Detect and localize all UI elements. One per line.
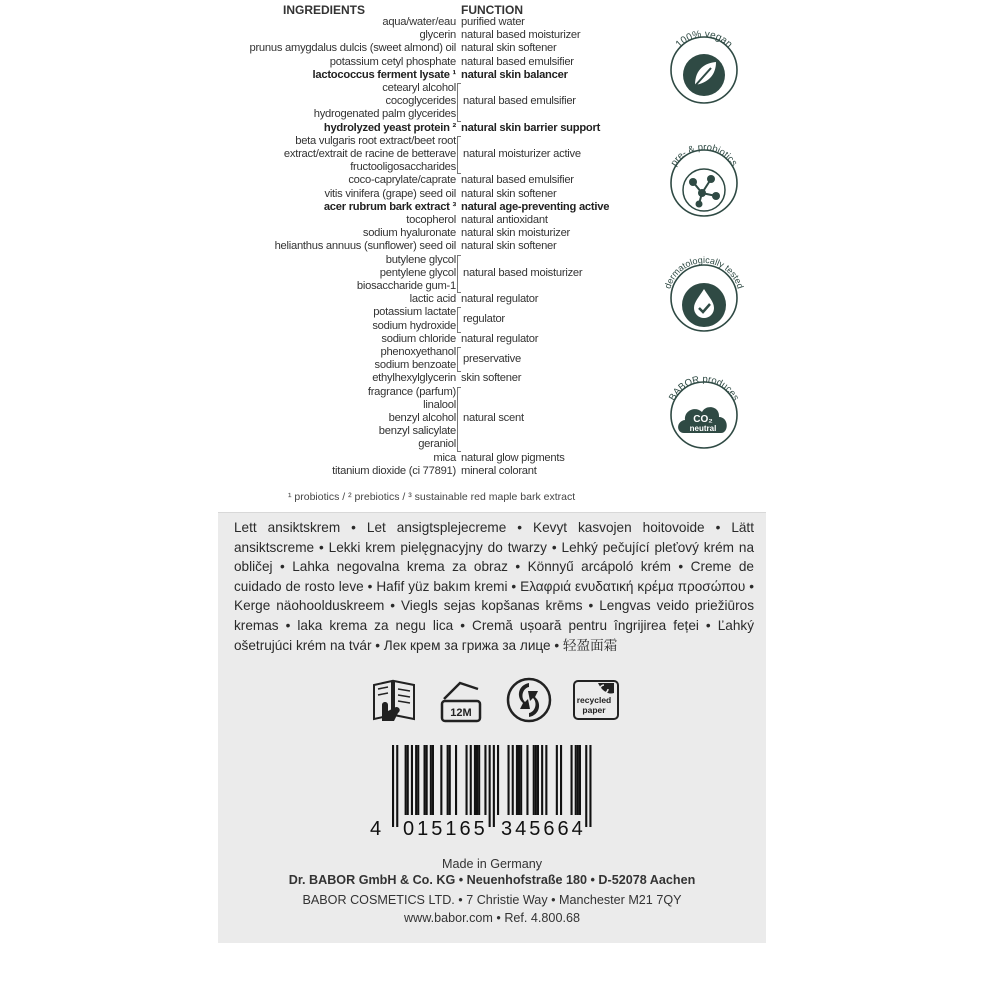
svg-text:dermatologically tested: dermatologically tested [662, 254, 746, 290]
barcode-bar [516, 745, 518, 815]
ingredient-name: linalool [423, 398, 456, 411]
recycled-label-1: recycled [576, 695, 612, 705]
barcode-bar [518, 745, 520, 815]
website-ref: www.babor.com • Ref. 4.800.68 [404, 911, 580, 925]
footnote: ¹ probiotics / ² prebiotics / ³ sustainable red maple bark extract [288, 491, 576, 503]
barcode-bar [533, 745, 535, 815]
barcode-bar [417, 745, 419, 815]
barcode-bar [411, 745, 413, 815]
ingredient-function: skin softener [461, 372, 522, 385]
ingredient-name: lactic acid [409, 293, 456, 306]
co2-label: CO₂ [693, 414, 713, 425]
dermatologically-tested-badge [659, 253, 749, 343]
barcode-bar [455, 745, 457, 815]
ingredient-name: cetearyl alcohol [382, 82, 456, 94]
ingredient-name: biosaccharide gum-1 [356, 280, 456, 292]
group-function: regulator [463, 313, 505, 326]
group-bracket [457, 307, 461, 332]
barcode-group-1: 015165 [403, 818, 488, 840]
barcode-bar [537, 745, 539, 815]
barcode-bar [545, 745, 547, 815]
address-germany: Dr. BABOR GmbH & Co. KG • Neuenhofstraße 180 • D-52078 Aachen [288, 873, 696, 887]
group-function: natural based emulsifier [463, 95, 576, 108]
ingredient-name: hydrogenated palm glycerides [313, 108, 456, 121]
group-bracket [457, 387, 461, 452]
ingredient-name: aqua/water/eau [382, 16, 456, 28]
barcode-bar [560, 745, 562, 815]
ingredient-name: extract/extrait de racine de betterave [283, 148, 456, 160]
ingredient-name: glycerin [419, 29, 456, 42]
barcode-group-2: 345664 [501, 818, 586, 840]
barcode-bar [430, 745, 432, 815]
ingredient-function: natural based moisturizer [461, 29, 581, 42]
barcode-bar [415, 745, 417, 815]
ingredient-name: butylene glycol [385, 253, 456, 266]
barcode-bar [535, 745, 537, 815]
group-bracket [457, 136, 461, 175]
barcode-bar [520, 745, 522, 815]
period-after-opening-icon [434, 677, 488, 723]
group-function: natural moisturizer active [463, 148, 581, 161]
barcode-bar [470, 745, 472, 815]
group-bracket [457, 347, 461, 372]
svg-text:BABOR produces: BABOR produces [666, 373, 742, 403]
svg-text:pre- & probiotics: pre- & probiotics [668, 141, 740, 169]
co2-neutral-badge [659, 370, 749, 460]
ingredient-function: natural glow pigments [461, 451, 565, 464]
made-in: Made in Germany [441, 857, 543, 871]
ingredient-name: phenoxyethanol [380, 346, 456, 358]
barcode-bar [556, 745, 558, 815]
ingredient-name: geraniol [418, 438, 456, 451]
ingredient-name: hydrolyzed yeast protein ² [323, 121, 456, 134]
ingredient-name: coco-caprylate/caprate [348, 174, 456, 187]
ingredient-name: beta vulgaris root extract/beet root [295, 134, 456, 147]
ingredient-row [218, 227, 766, 240]
ingredient-name: sodium hydroxide [372, 319, 456, 332]
barcode-bar [405, 745, 407, 815]
ingredient-name: fructooligosaccharides [350, 161, 456, 174]
barcode-bar [579, 745, 581, 815]
ingredient-function: natural skin softener [461, 187, 557, 200]
ingredient-function: natural based emulsifier [461, 55, 574, 68]
ingredient-name: pentylene glycol [379, 266, 456, 279]
barcode-guard-bar [489, 745, 491, 827]
green-dot-icon [506, 677, 552, 723]
ingredient-name: helianthus annuus (sunflower) seed oil [274, 240, 456, 253]
ingredient-name: lactococcus ferment lysate ¹ [312, 68, 456, 81]
ingredient-row [218, 122, 766, 135]
barcode-guard-bar [392, 745, 394, 827]
barcode-bar [449, 745, 451, 815]
barcode-guard-bar [585, 745, 587, 827]
ingredient-name: sodium hyaluronate [362, 227, 456, 240]
barcode-bar [526, 745, 528, 815]
barcode-guard-bar [589, 745, 591, 827]
barcode-bar [424, 745, 426, 815]
ingredient-name: benzyl alcohol [388, 412, 456, 424]
barcode-bar [541, 745, 543, 815]
barcode-guard-bar [396, 745, 398, 827]
ingredient-function: natural antioxidant [461, 214, 548, 226]
ingredient-name: prunus amygdalus dulcis (sweet almond) oil [249, 42, 456, 55]
ingredient-name: mica [433, 451, 456, 464]
vegan-badge [659, 25, 749, 115]
barcode [392, 745, 602, 827]
ingredient-function: natural based emulsifier [461, 174, 574, 187]
ingredient-name: titanium dioxide (ci 77891) [332, 464, 456, 477]
ingredients-section [218, 0, 766, 513]
barcode-first-digit: 4 [370, 818, 382, 840]
recycled-paper-icon [570, 677, 622, 723]
ingredient-function: natural skin barrier support [461, 121, 601, 134]
ingredient-function: natural skin balancer [461, 68, 568, 81]
barcode-bar [478, 745, 480, 815]
barcode-bar [426, 745, 428, 815]
ingredient-function: natural skin softener [461, 42, 557, 55]
ingredient-row [218, 240, 766, 253]
barcode-bar [575, 745, 577, 815]
group-function: natural scent [463, 412, 524, 425]
barcode-guard-bar [493, 745, 495, 827]
pao-label: 12M [450, 707, 472, 719]
function-header: FUNCTION [461, 3, 523, 17]
barcode-bar [407, 745, 409, 815]
barcode-bar [484, 745, 486, 815]
ingredient-name: potassium lactate [373, 306, 456, 319]
barcode-bar [447, 745, 449, 815]
group-bracket [457, 255, 461, 294]
read-leaflet-icon [370, 677, 420, 723]
barcode-bar [474, 745, 476, 815]
ingredient-name: sodium chloride [381, 332, 456, 345]
ingredient-function: purified water [461, 16, 525, 28]
barcode-bar [512, 745, 514, 815]
ingredient-function: natural skin softener [461, 240, 557, 253]
ingredient-name: sodium benzoate [374, 359, 456, 372]
ingredient-name: fragrance (parfum) [367, 385, 456, 398]
group-function: natural based moisturizer [463, 266, 583, 279]
barcode-bar [571, 745, 573, 815]
svg-text:100% vegan: 100% vegan [673, 28, 735, 51]
product-description: Lett ansiktskrem • Let ansigtsplejecreme • Kevyt kasvojen hoitovoide • Lätt ansiktscreme • Lekki krem pielęgnacyjny do twarzy • Lehký pečující pleťový krém na obličej • Lahka negovalna krema za obraz • Könnyű arcápoló krém • Creme de cuidado de rosto leve • Hafif yüz bakım kremi • Ελαφριά ενυδατική κρέμα προσώπου • Kerge näohoolduskreem • Viegls sejas kopšanas krēms • Lengvas veido priežiūros kremas • laka krema za negu lica • Cremă ușoară pentru îngrijirea feței • Ľahký ošetrujúci krém na tvár • Лек крем за грижа за лице • 轻盈面霜 [234, 520, 754, 653]
neutral-label: neutral [689, 424, 717, 433]
ingredient-row [218, 465, 766, 478]
ingredient-name: ethylhexylglycerin [372, 372, 456, 385]
ingredient-function: natural skin moisturizer [461, 227, 571, 240]
recycled-label-2: paper [582, 705, 606, 715]
group-function: preservative [463, 352, 521, 365]
barcode-bar [466, 745, 468, 815]
barcode-bar [508, 745, 510, 815]
address-uk: BABOR COSMETICS LTD. • 7 Christie Way • Manchester M21 7QY [302, 893, 682, 907]
ingredient-name: potassium cetyl phosphate [329, 55, 456, 68]
ingredient-name: benzyl salicylate [378, 425, 456, 438]
ingredient-name: acer rubrum bark extract ³ [323, 200, 456, 213]
product-label-panel [218, 0, 766, 943]
ingredient-function: natural regulator [461, 293, 539, 306]
ingredient-function: natural age-preventing active [461, 200, 610, 213]
ingredient-function: natural regulator [461, 332, 539, 345]
barcode-bar [440, 745, 442, 815]
ingredient-function: mineral colorant [461, 464, 537, 477]
barcode-bar [497, 745, 499, 815]
ingredient-name: cocoglycerides [385, 95, 456, 108]
barcode-bar [432, 745, 434, 815]
ingredient-name: vitis vinifera (grape) seed oil [324, 187, 456, 200]
ingredient-name: tocopherol [406, 214, 456, 226]
barcode-bar [476, 745, 478, 815]
group-bracket [457, 83, 461, 122]
barcode-bar [577, 745, 579, 815]
biotics-badge [659, 138, 749, 228]
ingredients-header: INGREDIENTS [282, 3, 365, 17]
